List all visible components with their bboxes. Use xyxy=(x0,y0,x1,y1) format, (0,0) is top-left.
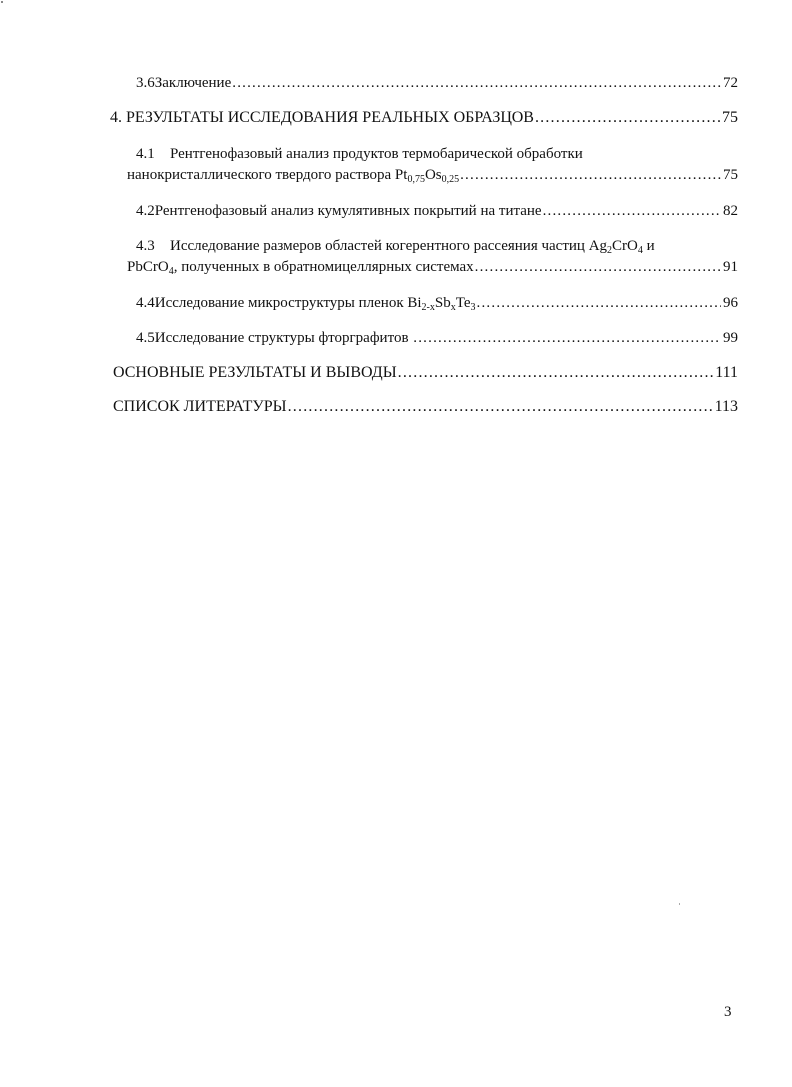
toc-entry-title: Исследование размеров областей когерентного рассеяния частиц $Ag_2CrO_4$ и xyxy=(170,238,655,256)
toc-entry-4-5[interactable] xyxy=(136,329,738,347)
toc-entry-4[interactable] xyxy=(110,109,738,127)
toc-leader-dots xyxy=(398,364,714,382)
toc-entry-page: 113 xyxy=(714,398,738,415)
toc-entry-4-3-line1[interactable] xyxy=(136,237,655,255)
toc-entry-page: 111 xyxy=(715,364,738,381)
toc-entry-title: Исследование структуры фторграфитов xyxy=(154,330,413,346)
toc-entry-page: 75 xyxy=(723,167,738,183)
toc-entry-number: 4.3 xyxy=(136,238,155,254)
toc-entry-4-3-line2[interactable] xyxy=(127,258,738,276)
toc-entry-number: 4.2 xyxy=(136,203,155,219)
toc-entry-page: 99 xyxy=(723,330,738,346)
toc-entry-4-2[interactable] xyxy=(136,202,738,220)
toc-entry-title: Рентгенофазовый анализ кумулятивных покрытий на титане xyxy=(154,203,542,219)
toc-leader-dots xyxy=(288,398,713,416)
toc-leader-dots xyxy=(543,202,721,220)
toc-leader-dots xyxy=(460,166,721,184)
toc-entry-number: 4.1 xyxy=(136,146,155,162)
toc-entry-page: 96 xyxy=(723,295,738,311)
toc-entry-4-4[interactable] xyxy=(136,294,738,312)
toc-entry-page: 91 xyxy=(723,259,738,275)
toc-leader-dots xyxy=(413,329,721,347)
toc-entry-number: 3.6 xyxy=(136,75,155,91)
page-number: 3 xyxy=(724,1004,732,1020)
toc-entry-title: Рентгенофазовый анализ продуктов термобарической обработки xyxy=(170,146,583,162)
toc-leader-dots xyxy=(477,294,721,312)
toc-entry-title-continued: нанокристаллического твердого раствора $Pt_{0,75}Os_{0,25}$ xyxy=(127,167,460,185)
toc-entry-4-1-line1[interactable] xyxy=(136,145,583,163)
toc-entry-4-1-line2[interactable] xyxy=(127,166,738,184)
toc-entry-title: ОСНОВНЫЕ РЕЗУЛЬТАТЫ И ВЫВОДЫ xyxy=(113,364,397,381)
toc-leader-dots xyxy=(475,258,721,276)
scan-mark xyxy=(1,1,3,3)
toc-leader-dots xyxy=(535,109,720,127)
toc-entry-title-continued: PbCrO$_4$, полученных в обратномицеллярных системах xyxy=(127,259,474,277)
toc-entry-page: 72 xyxy=(723,75,738,91)
toc-entry-title: Заключение xyxy=(154,75,232,91)
toc-entry-number: 4.5 xyxy=(136,330,155,346)
toc-entry-page: 82 xyxy=(723,203,738,219)
toc-entry-title: Исследование микроструктуры пленок $Bi_{2-x}Sb_xTe_3$ xyxy=(154,295,476,313)
toc-leader-dots xyxy=(232,74,721,92)
toc-entry-number: 4.4 xyxy=(136,295,155,311)
toc-entry-3-6[interactable] xyxy=(136,74,738,92)
toc-entry-conclusions[interactable] xyxy=(113,364,738,382)
toc-entry-references[interactable] xyxy=(113,398,738,416)
toc-entry-title: СПИСОК ЛИТЕРАТУРЫ xyxy=(113,398,287,415)
toc-entry-title: 4. РЕЗУЛЬТАТЫ ИССЛЕДОВАНИЯ РЕАЛЬНЫХ ОБРАЗЦОВ xyxy=(110,109,534,126)
toc-entry-page: 75 xyxy=(722,109,738,126)
scan-speck xyxy=(679,903,680,905)
